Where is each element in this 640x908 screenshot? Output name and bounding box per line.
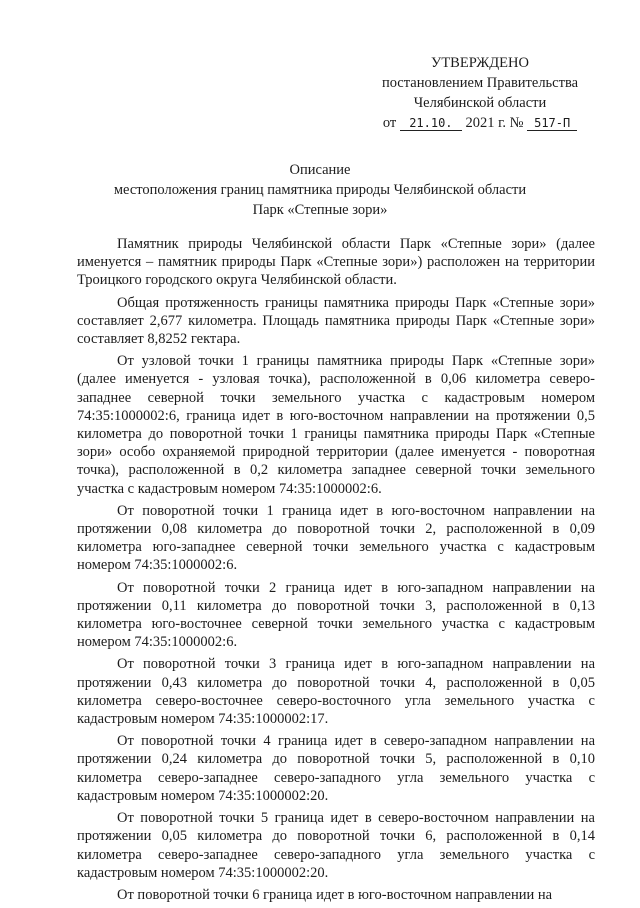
approval-line-1: постановлением Правительства: [381, 75, 579, 91]
document-heading: [0, 160, 640, 220]
paragraph: От поворотной точки 6 граница идет в юго-восточном направлении на: [117, 886, 553, 903]
approval-title: УТВЕРЖДЕНО: [431, 55, 529, 71]
paragraph: Памятник природы Челябинской области Парк «Степные зори» (далее именуется – памятник природы Парк «Степные зори») расположен на территории Троицкого городского округа Челябинской области.: [77, 236, 595, 289]
paragraph: Общая протяженность границы памятника природы Парк «Степные зори» составляет 2,677 километра. Площадь памятника природы Парк «Степные зори» составляет 8,8252 гектара.: [77, 294, 595, 348]
approval-date-line: [370, 113, 590, 133]
paragraph: От поворотной точки 1 граница идет в юго-восточном направлении на протяжении 0,08 километра до поворотной точки 2, расположенной в 0,09 километра юго-западнее северной точки земельного участка с кадастровым номером 74:35:1000002:6.: [77, 502, 595, 574]
heading-line-1: Описание: [289, 162, 351, 178]
heading-line-3: Парк «Степные зори»: [252, 202, 388, 218]
date-prefix: от: [382, 115, 397, 131]
year-text: 2021 г. №: [465, 115, 524, 131]
date-value: 21.10.: [400, 116, 462, 131]
paragraph: От поворотной точки 2 граница идет в юго-западном направлении на протяжении 0,11 километра до поворотной точки 3, расположенной в 0,13 километра юго-восточнее северной точки земельного участка с кадастровым номером 74:35:1000002:6.: [77, 579, 595, 651]
paragraph: От поворотной точки 4 граница идет в северо-западном направлении на протяжении 0,24 километра до поворотной точки 5, расположенной в 0,10 километра северо-западнее северо-западного угла земельного участка с кадастровым номером 74:35:1000002:20.: [77, 733, 595, 804]
paragraph: От узловой точки 1 границы памятника природы Парк «Степные зори» (далее именуется - узловая точка), расположенной в 0,06 километра северо-западнее северной точки земельного участка с кадастровым номером 74:35:1000002:6, граница идет в юго-восточном направлении на протяжении 0,5 километра до поворотной точки 1 границы памятника природы Парк «Степные зори» особо охраняемой природной территории (далее именуется - поворотная точка), расположенной в 0,2 километра западнее северной точки земельного участка с кадастровым номером 74:35:1000002:6.: [77, 353, 595, 497]
paragraph: От поворотной точки 3 граница идет в юго-западном направлении на протяжении 0,43 километра до поворотной точки 4, расположенной в 0,05 километра северо-восточнее северо-восточного угла земельного участка с кадастровым номером 74:35:1000002:17.: [77, 656, 595, 728]
document-body: [77, 235, 595, 908]
heading-line-2: местоположения границ памятника природы Челябинской области: [113, 182, 527, 198]
decree-number: 517-П: [527, 116, 577, 131]
approval-line-2: Челябинской области: [413, 95, 547, 111]
approval-stamp: [370, 53, 590, 133]
paragraph: От поворотной точки 5 граница идет в северо-восточном направлении на протяжении 0,05 километра до поворотной точки 6, расположенной в 0,14 километра северо-западнее северо-западного угла земельного участка с кадастровым номером 74:35:1000002:20.: [77, 810, 595, 881]
